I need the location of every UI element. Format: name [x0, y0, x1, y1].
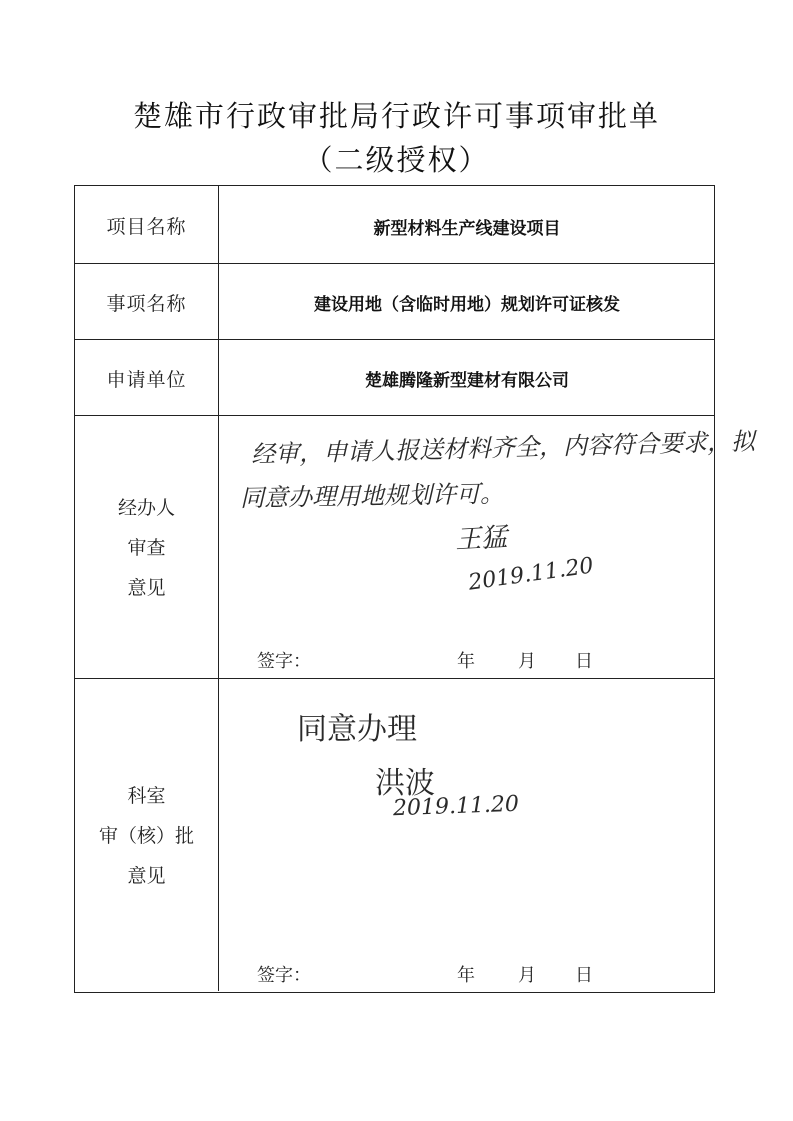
approver-sign-label: 签字： [257, 965, 311, 986]
row-divider [75, 263, 714, 264]
row-divider [75, 678, 714, 679]
handwritten-approver-date: 2019.11.20 [392, 791, 520, 822]
handwritten-handler-date: 2019.11.20 [466, 553, 596, 596]
approval-form-table [74, 185, 756, 993]
handwritten-approval-opinion: 同意办理 [297, 712, 417, 747]
item-name-label: 事项名称 [106, 293, 187, 315]
document-subtitle: （二级授权） [303, 143, 490, 177]
handwritten-review-opinion-line1: 经审，申请人报送材料齐全，内容符合要求，拟 [250, 427, 756, 469]
project-name-value: 新型材料生产线建设项目 [373, 219, 561, 239]
section-approval-label-line: 科室 [127, 785, 166, 807]
handler-day-label: 日 [575, 651, 593, 672]
handwritten-approver-signature: 洪波 [375, 766, 435, 801]
section-approval-label [75, 776, 218, 896]
section-approval-label-line: 意见 [127, 865, 166, 887]
handler-month-label: 月 [518, 651, 536, 672]
handler-sign-label: 签字： [257, 651, 311, 672]
handler-review-label-line: 经办人 [117, 497, 175, 519]
handwritten-review-opinion-line2: 同意办理用地规划许可。 [239, 479, 505, 513]
handwritten-handler-signature: 王猛 [454, 522, 508, 556]
row-divider [75, 339, 714, 340]
handler-year-label: 年 [457, 651, 475, 672]
document-title: 楚雄市行政审批局行政许可事项审批单 [132, 99, 660, 133]
approver-month-label: 月 [518, 965, 536, 986]
handler-review-label-line: 审查 [127, 537, 166, 559]
section-approval-label-line: 审（核）批 [98, 825, 194, 847]
applicant-label: 申请单位 [106, 369, 187, 391]
item-name-value: 建设用地（含临时用地）规划许可证核发 [314, 295, 620, 315]
approver-day-label: 日 [575, 965, 593, 986]
handler-review-label-line: 意见 [127, 577, 166, 599]
column-divider [218, 186, 219, 991]
project-name-label: 项目名称 [106, 216, 187, 238]
handler-review-label [75, 488, 218, 608]
approver-year-label: 年 [457, 965, 475, 986]
applicant-value: 楚雄腾隆新型建材有限公司 [365, 371, 569, 391]
row-divider [75, 415, 714, 416]
